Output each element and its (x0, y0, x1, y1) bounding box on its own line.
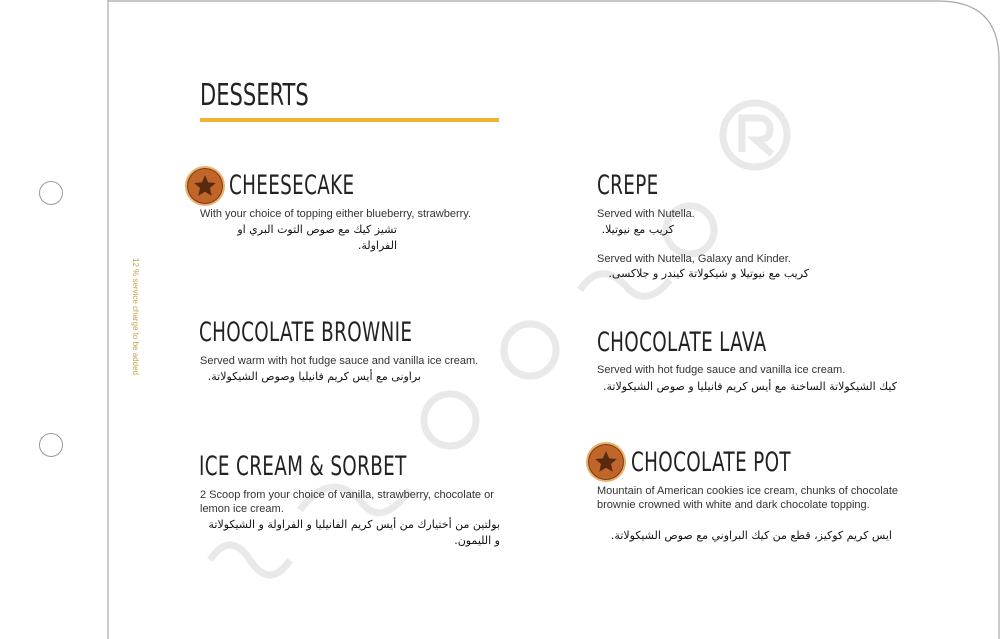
star-badge-icon (586, 442, 626, 482)
crepe-option-1-arabic: كريب مع نيوتيلا. (601, 223, 674, 236)
title-underline (200, 118, 499, 122)
crepe-option-2-arabic: كريب مع نيوتيلا و شيكولاتة كيندر و جلاكسى. (608, 267, 809, 280)
binder-hole-top (39, 181, 63, 205)
item-description: With your choice of topping either blueberry, strawberry. (200, 208, 472, 220)
item-description-arabic: كيك الشيكولاتة الساخنة مع أيس كريم فانيليا و صوص الشيكولاتة. (603, 380, 897, 393)
item-description-arabic: تشيز كيك مع صوص التوت البري او الفراولة. (237, 223, 397, 252)
item-description-arabic: براونى مع أيس كريم فانيليا وصوص الشيكولاتة. (207, 370, 421, 383)
item-description: Mountain of American cookies ice cream, chunks of chocolate brownie crowned with white and dark chocolate topping. (597, 485, 898, 511)
item-name: CHOCOLATE LAVA (597, 327, 767, 358)
item-name: ICE CREAM & SORBET (199, 451, 407, 482)
service-charge-note: 12 % service charge to be added (131, 258, 140, 375)
star-badge-icon (185, 166, 225, 206)
crepe-option-1-description: Served with Nutella. (597, 208, 695, 220)
item-name: CHOCOLATE BROWNIE (199, 317, 413, 348)
item-description: Served with hot fudge sauce and vanilla ice cream. (597, 364, 846, 376)
item-description: Served warm with hot fudge sauce and vanilla ice cream. (200, 355, 479, 367)
crepe-option-2-description: Served with Nutella, Galaxy and Kinder. (597, 253, 791, 265)
item-description: 2 Scoop from your choice of vanilla, strawberry, chocolate or lemon ice cream. (200, 489, 494, 515)
item-name: CHOCOLATE POT (631, 447, 791, 478)
item-description-arabic: بولتين من أختيارك من أيس كريم الفانيليا و الفراولة و الشيكولاتة و الليمون. (208, 518, 500, 547)
item-name: CHEESECAKE (229, 170, 355, 201)
section-title: DESSERTS (200, 78, 309, 113)
item-description-arabic: ايس كريم كوكيز، قطع من كيك البراوني مع صوص الشيكولاتة. (610, 529, 892, 542)
binder-hole-bottom (39, 433, 63, 457)
item-name: CREPE (597, 170, 659, 201)
